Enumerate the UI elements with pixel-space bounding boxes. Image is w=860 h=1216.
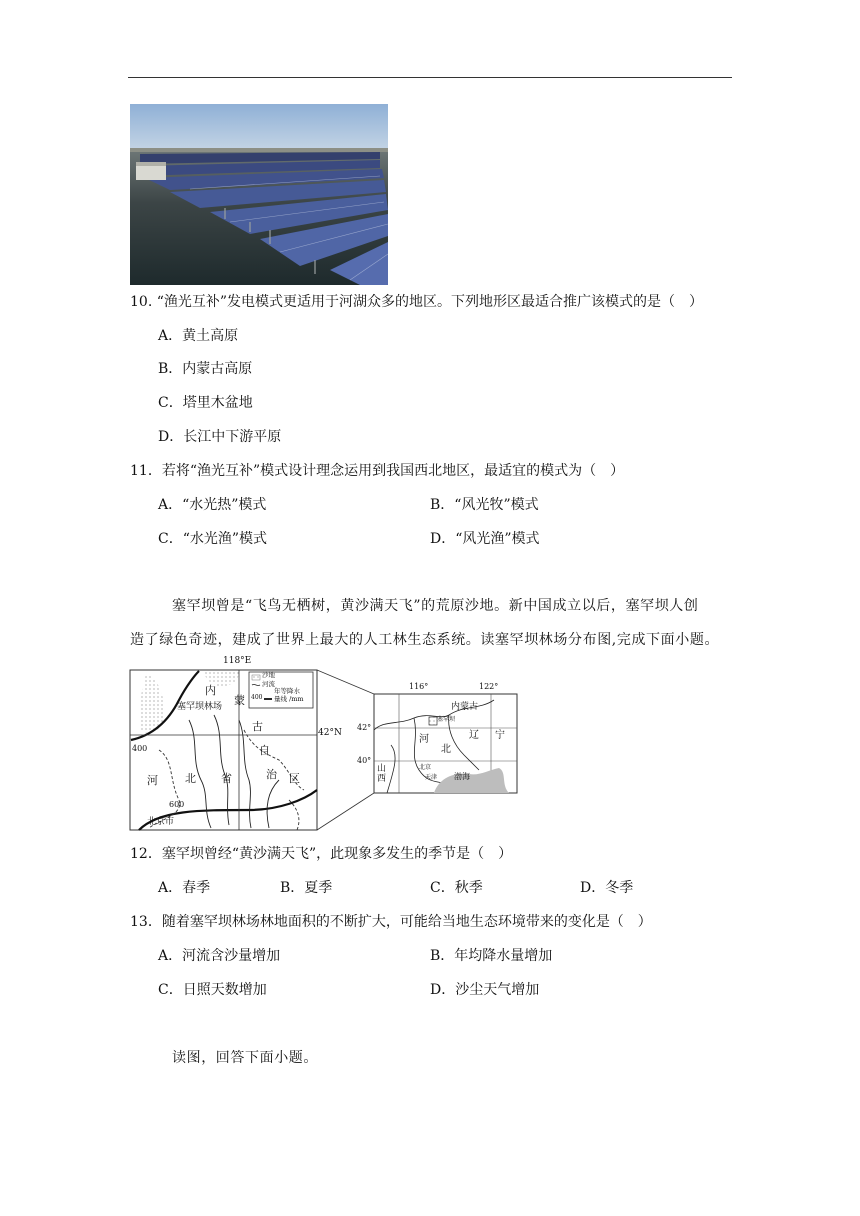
map-legend-unit: 量线 /mm	[274, 695, 304, 703]
map-region-char-3: 古	[252, 720, 263, 733]
inset-lon-116: 116°	[409, 682, 429, 691]
inset-saihanba: 塞罕坝	[437, 716, 456, 723]
solar-farm-photo	[130, 104, 388, 285]
map-iso-400: 400	[132, 744, 148, 753]
map-lon-118: 118°E	[223, 656, 252, 666]
q12-option-b[interactable]: B．夏季	[280, 880, 333, 896]
map-iso-600: 600	[169, 800, 185, 809]
inset-neimenggu: 内蒙古	[451, 702, 479, 712]
q10-stem: 10. “渔光互补”发电模式更适用于河湖众多的地区。下列地形区最适合推广该模式的是（ ）	[130, 294, 704, 310]
inset-lon-122: 122°	[479, 682, 499, 691]
inset-shan: 山	[377, 764, 387, 774]
header-rule	[128, 77, 732, 78]
map-legend-number: 400	[251, 694, 263, 701]
map-legend-isohyet: 年等降水	[274, 687, 300, 695]
inset-lat-40: 40°	[357, 756, 372, 765]
inset-liao: 辽	[469, 730, 479, 741]
next-question-prompt: 读图，回答下面小题。	[172, 1050, 318, 1066]
map-hebei-char-1: 河	[147, 774, 158, 787]
passage-line-2: 造了绿色奇迹，建成了世界上最大的人工林生态系统。读塞罕坝林场分布图,完成下面小题。	[130, 632, 720, 648]
inset-bohai: 渤海	[454, 772, 470, 781]
q12-option-c[interactable]: C．秋季	[430, 880, 483, 896]
q10-option-c[interactable]: C．塔里木盆地	[158, 395, 253, 411]
map-region-char-2: 蒙	[234, 694, 245, 707]
inset-tianjin: 天津	[425, 774, 438, 781]
inset-bei: 北	[441, 744, 451, 755]
map-hebei-char-3: 省	[221, 772, 232, 785]
q13-option-c[interactable]: C．日照天数增加	[158, 982, 267, 998]
q13-option-b[interactable]: B．年均降水量增加	[430, 948, 553, 964]
q13-stem: 13．随着塞罕坝林场林地面积的不断扩大，可能给当地生态环境带来的变化是（ ）	[130, 914, 652, 930]
q11-stem: 11．若将“渔光互补”模式设计理念运用到我国西北地区，最适宜的模式为（ ）	[130, 463, 625, 479]
q13-option-a[interactable]: A．河流含沙量增加	[158, 948, 281, 964]
q12-stem: 12．塞罕坝曾经“黄沙满天飞”，此现象多发生的季节是（ ）	[130, 846, 513, 862]
inset-beijing: 北京	[419, 764, 432, 771]
map-region-char-4: 自	[259, 744, 270, 757]
map-legend-river: 河流	[262, 680, 275, 688]
q11-option-d[interactable]: D．“风光渔”模式	[430, 531, 540, 547]
q10-option-b[interactable]: B．内蒙古高原	[158, 361, 253, 377]
q10-option-d[interactable]: D．长江中下游平原	[158, 429, 282, 445]
map-label-beijing: 北京市	[147, 817, 175, 827]
inset-lat-42: 42°	[357, 723, 372, 732]
map-lat-42: 42°N	[318, 728, 342, 738]
inset-xi: 西	[377, 774, 387, 784]
q10-option-a[interactable]: A．黄土高原	[158, 328, 239, 344]
passage-line-1: 塞罕坝曾是“飞鸟无栖树，黄沙满天飞”的荒原沙地。新中国成立以后，塞罕坝人创	[172, 598, 699, 614]
inset-ning: 宁	[495, 730, 505, 741]
map-legend-sand: 沙地	[262, 671, 275, 679]
q13-option-d[interactable]: D．沙尘天气增加	[430, 982, 540, 998]
q12-option-d[interactable]: D．冬季	[580, 880, 634, 896]
map-region-char-6: 区	[289, 772, 300, 785]
q11-option-c[interactable]: C．“水光渔”模式	[158, 531, 268, 547]
map-label-forest: 塞罕坝林场	[177, 702, 223, 712]
q11-option-b[interactable]: B．“风光牧”模式	[430, 497, 539, 513]
q11-option-a[interactable]: A．“水光热”模式	[158, 497, 267, 513]
map-hebei-char-2: 北	[185, 772, 196, 785]
map-region-char-1: 内	[205, 684, 216, 697]
q12-option-a[interactable]: A．春季	[158, 880, 211, 896]
inset-he: 河	[419, 734, 429, 745]
map-region-char-5: 治	[266, 768, 277, 781]
saihanba-map	[129, 656, 519, 836]
